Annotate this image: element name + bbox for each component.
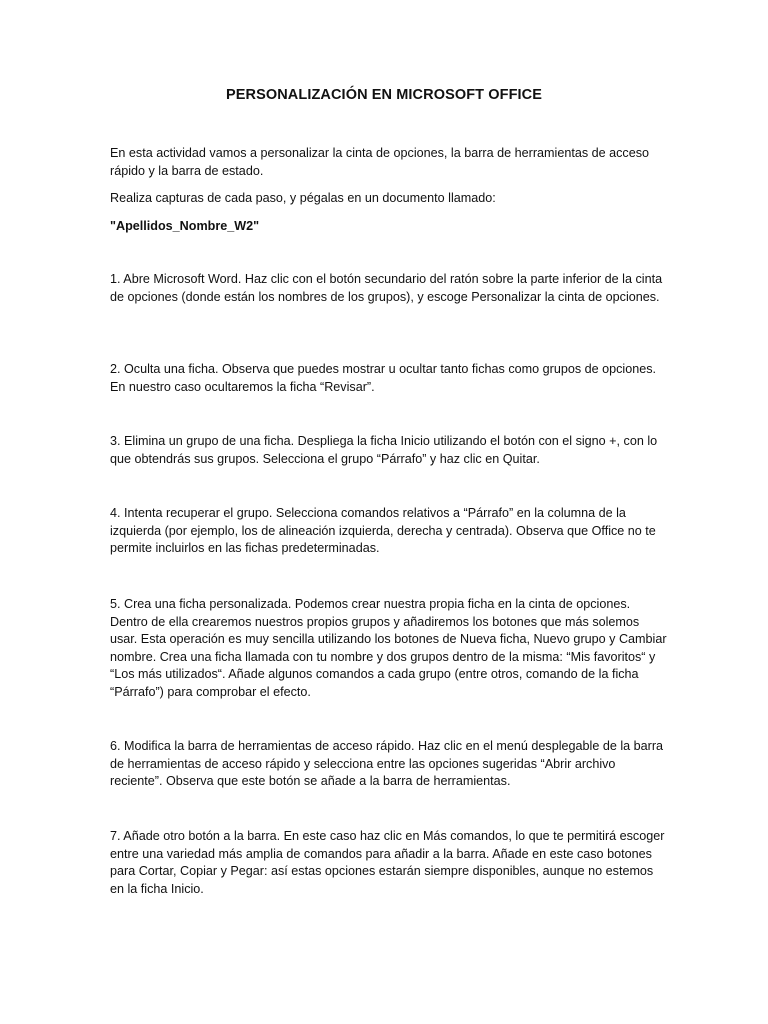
document-title: PERSONALIZACIÓN EN MICROSOFT OFFICE (225, 87, 543, 103)
step-1-paragraph: 1. Abre Microsoft Word. Haz clic con el botón secundario del ratón sobre la parte inferior de la cinta de opciones (donde están los nombres de los grupos), y escoge Personalizar la cinta de opciones. (110, 272, 663, 304)
instruction-paragraph: Realiza capturas de cada paso, y pégalas en un documento llamado: (110, 191, 496, 205)
step-3-paragraph: 3. Elimina un grupo de una ficha. Despliega la ficha Inicio utilizando el botón con el signo +, con lo que obtendrás sus grupos. Selecciona el grupo “Párrafo” y haz clic en Quitar. (110, 434, 658, 466)
step-7-paragraph: 7. Añade otro botón a la barra. En este caso haz clic en Más comandos, lo que te permitirá escoger entre una variedad más amplia de comandos para añadir a la barra. Añade en este caso botones para Cortar, Copiar y Pegar: así estas opciones estarán siempre disponibles, aunque no estemos en la ficha Inicio. (110, 829, 665, 896)
step-5-paragraph: 5. Crea una ficha personalizada. Podemos crear nuestra propia ficha en la cinta de opciones. Dentro de ella crearemos nuestros propios grupos y añadiremos los botones que más solemos usar. Esta operación es muy sencilla utilizando los botones de Nueva ficha, Nuevo grupo y Cambiar nombre. Crea una ficha llamada con tu nombre y dos grupos dentro de la misma: “Mis favoritos“ y “Los más utilizados“. Añade algunos comandos a cada grupo (entre otros, comando de la ficha “Párrafo”) para comprobar el efecto. (110, 597, 667, 699)
step-6-paragraph: 6. Modifica la barra de herramientas de acceso rápido. Haz clic en el menú desplegable de la barra de herramientas de acceso rápido y selecciona entre las opciones sugeridas “Abrir archivo reciente”. Observa que este botón se añade a la barra de herramientas. (110, 739, 664, 789)
filename-text: "Apellidos_Nombre_W2" (110, 219, 260, 233)
intro-paragraph: En esta actividad vamos a personalizar la cinta de opciones, la barra de herramientas de acceso rápido y la barra de estado. (110, 146, 650, 178)
step-4-paragraph: 4. Intenta recuperar el grupo. Selecciona comandos relativos a “Párrafo” en la columna de la izquierda (por ejemplo, los de alineación izquierda, derecha y centrada). Observa que Office no te permite incluirlos en las fichas predeterminadas. (110, 506, 656, 556)
step-2-paragraph: 2. Oculta una ficha. Observa que puedes mostrar u ocultar tanto fichas como grupos de opciones. En nuestro caso ocultaremos la ficha “Revisar”. (110, 362, 657, 394)
